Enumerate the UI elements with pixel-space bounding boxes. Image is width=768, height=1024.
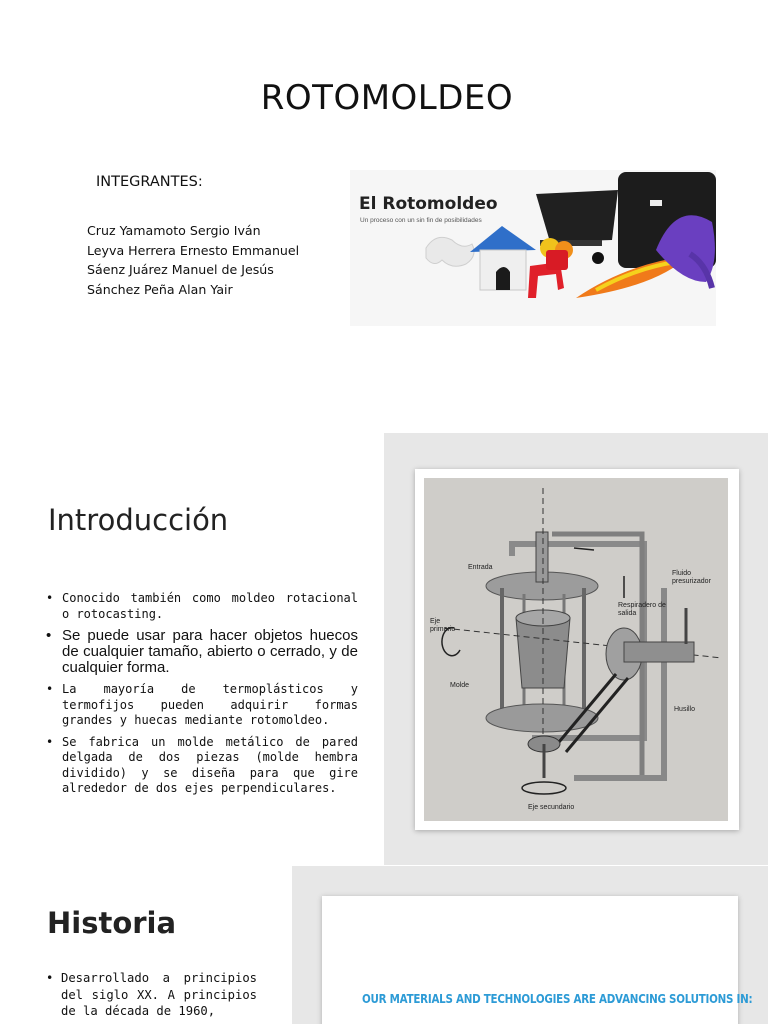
member-name: Sánchez Peña Alan Yair	[87, 281, 233, 297]
intro-bullet: • La mayoría de termoplásticos y termofijos pueden adquirir formas grandes y huecas mediante rotomoldeo.	[46, 682, 358, 729]
members-list	[87, 221, 299, 299]
diagram-label-husillo: Husillo	[674, 706, 696, 713]
rotomolded-products-illustration	[350, 170, 716, 326]
presentation-title: ROTOMOLDEO	[260, 78, 514, 118]
diagram-label-eje-primario: Eje primario	[430, 618, 456, 633]
rotomoldeo-banner-image	[350, 170, 716, 326]
member-name: Cruz Yamamoto Sergio Iván	[87, 223, 261, 238]
diagram-label-entrada: Entrada	[468, 564, 493, 571]
diagram-label-fluido: Fluido presurizador	[672, 570, 711, 585]
history-bullet-list	[46, 970, 257, 1020]
machine-diagram-drawing	[424, 478, 728, 821]
intro-bullet-list	[46, 591, 358, 803]
members-heading: INTEGRANTES:	[96, 174, 203, 190]
member-name: Sáenz Juárez Manuel de Jesús	[87, 262, 274, 277]
member-name: Leyva Herrera Ernesto Emmanuel	[87, 242, 300, 258]
banner-title: El Rotomoldeo	[359, 194, 498, 214]
history-bullet: • Desarrollado a principios del siglo XX. A principios de la década de 1960,	[46, 970, 257, 1020]
rotomolding-diagram-card	[415, 469, 739, 830]
intro-bullet: • Conocido también como moldeo rotacional o rotocasting.	[46, 591, 358, 622]
materials-heading: OUR MATERIALS AND TECHNOLOGIES ARE ADVANCING SOLUTIONS IN:	[362, 992, 753, 1006]
diagram-label-eje-secundario: Eje secundario	[528, 804, 575, 811]
intro-bullet: • Se puede usar para hacer objetos huecos de cualquier tamaño, abierto o cerrado, y de cualquier forma.	[46, 628, 358, 676]
diagram-label-molde: Molde	[450, 682, 470, 689]
materials-image-card	[322, 896, 753, 1024]
banner-subtitle: Un proceso con un sin fin de posibilidades	[360, 217, 482, 224]
intro-bullet: • Se fabrica un molde metálico de pared delgada de dos piezas (molde hembra dividido) y se diseña para que gire alrededor de dos ejes perpendiculares.	[46, 735, 358, 797]
history-title: Historia	[47, 906, 177, 940]
intro-title: Introducción	[48, 503, 229, 537]
rotomolding-machine-diagram	[424, 478, 728, 821]
diagram-label-respiradero: Respiradero de salida	[618, 602, 666, 617]
